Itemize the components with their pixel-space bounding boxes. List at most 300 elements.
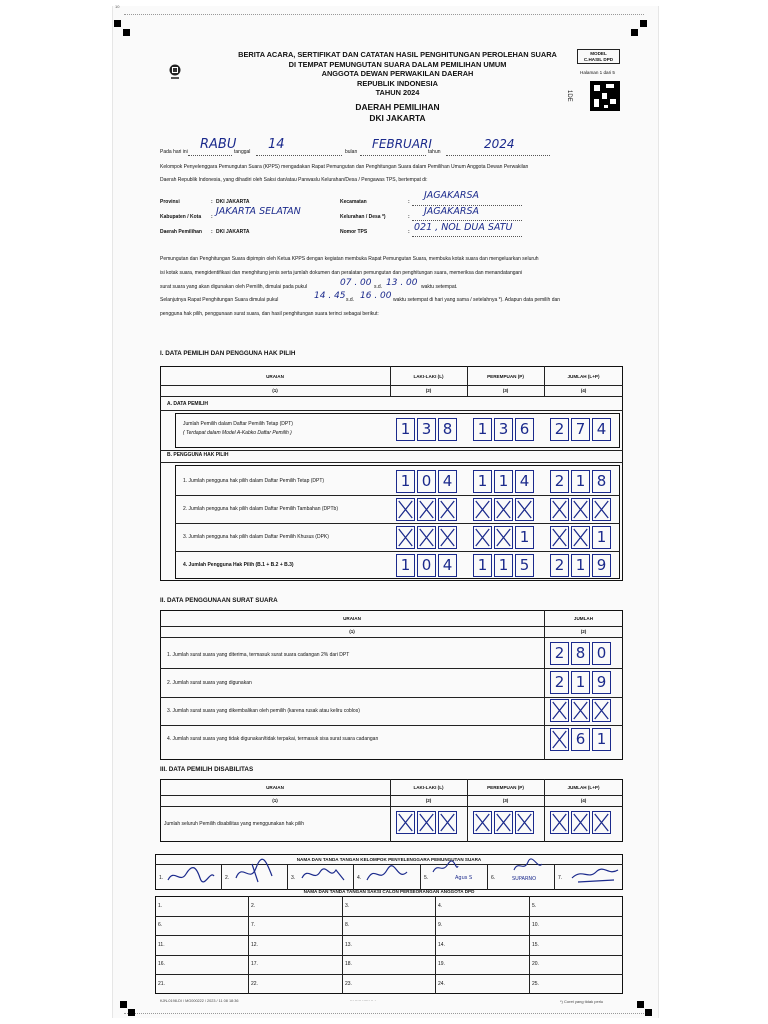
cross-mark-icon: [439, 499, 456, 520]
cross-mark-icon: [495, 499, 512, 520]
section3-title: III. DATA PEMILIH DISABILITAS: [160, 766, 254, 773]
cross-mark-icon: [551, 499, 568, 520]
saksi-number: 6.: [158, 922, 163, 928]
signature-icon: [363, 862, 413, 886]
crossed-out-cell: [550, 811, 569, 834]
month-label: bulan: [345, 149, 358, 155]
registration-mark: [637, 1001, 644, 1008]
digit-cell: 2: [550, 671, 569, 694]
crossed-out-cell: [494, 811, 513, 834]
value-cells: [550, 470, 611, 493]
registration-mark: [114, 20, 121, 27]
value-cells: [473, 554, 534, 577]
table-divider: [160, 410, 623, 411]
end-time: 13 . 00: [386, 278, 418, 288]
s1-header-num: (3): [502, 388, 509, 393]
crossed-out-cell: [592, 498, 611, 521]
process-line: isi kotak suara, mengidentifikasi dan menghitung jenis serta jumlah dokumen dan peralatan pemungutan dan penghitungan suara, memeriksa dan menandatangani: [160, 270, 523, 276]
provinsi-label: Provinsi: [160, 199, 180, 205]
kpps-title: NAMA DAN TANDA TANGAN KELOMPOK PENYELENGGARA PEMUNGUTAN SUARA: [296, 857, 482, 862]
digit-cell: 3: [417, 418, 436, 441]
saksi-number: 14.: [438, 942, 445, 948]
s3-header-num: (3): [502, 798, 509, 803]
table-divider: [160, 725, 623, 726]
start-time: 07 . 00: [340, 278, 372, 288]
kabupaten-colon: :: [211, 214, 213, 220]
header-title-line: DI TEMPAT PEMUNGUTAN SUARA DALAM PEMILIHAN UMUM: [288, 59, 507, 69]
crossed-out-cell: [473, 811, 492, 834]
s3-header: PEREMPUAN (P): [487, 785, 524, 790]
cross-mark-icon: [551, 700, 568, 721]
registration-mark: [645, 1009, 652, 1016]
digit-cell: 4: [592, 418, 611, 441]
value-cells: [473, 498, 534, 521]
crossed-out-cell: [494, 498, 513, 521]
crossed-out-cell: [571, 811, 590, 834]
s3-header: JUMLAH (L+P): [567, 785, 600, 790]
crossed-out-cell: [571, 699, 590, 722]
digit-cell: 1: [571, 470, 590, 493]
saksi-signature-table: [155, 896, 623, 994]
crossed-out-cell: [438, 526, 457, 549]
region-name: DKI JAKARTA: [369, 112, 426, 123]
dotted-line: [446, 155, 550, 156]
s2-header-num: (1): [349, 629, 355, 634]
table-divider: [487, 864, 488, 890]
digit-cell: 7: [571, 418, 590, 441]
digit-cell: 1: [515, 526, 534, 549]
saksi-number: 13.: [345, 942, 352, 948]
s2-header: JUMLAH: [573, 616, 594, 621]
table-divider: [160, 668, 623, 669]
kecamatan-value: JAGAKARSA: [424, 190, 480, 201]
s1-header-num: (1): [272, 388, 278, 393]
process-line: Selanjutnya Rapat Penghitungan Suara dimulai pukul: [160, 297, 279, 303]
table-divider: [160, 697, 623, 698]
crossed-out-cell: [417, 811, 436, 834]
value-cells: [473, 811, 534, 834]
value-cells: [396, 470, 457, 493]
saksi-number: 15.: [532, 942, 539, 948]
saksi-number: 22.: [251, 981, 258, 987]
s3-row-label: Jumlah seluruh Pemilih disabilitas yang menggunakan hak pilih: [164, 821, 305, 827]
table-divider: [221, 864, 222, 890]
table-divider: [160, 385, 623, 386]
daerah-value: DKI JAKARTA: [216, 229, 250, 235]
kpu-logo-icon: [168, 63, 182, 81]
footer-right: *) Coret yang tidak perlu: [560, 999, 604, 1004]
cross-mark-icon: [516, 499, 533, 520]
digit-cell: 1: [494, 554, 513, 577]
digit-cell: 1: [396, 554, 415, 577]
digit-cell: 2: [550, 554, 569, 577]
table-divider: [435, 896, 436, 994]
saksi-number: 8.: [345, 922, 350, 928]
row-b2-label: 2. Jumlah pengguna hak pilih dalam Daftar Pemilih Tambahan (DPTb): [183, 506, 338, 512]
value-cells: [473, 470, 534, 493]
cross-mark-icon: [495, 812, 512, 833]
s1-header: JUMLAH (L+P): [567, 374, 600, 379]
value-cells: [396, 418, 457, 441]
sd-label: s.d.: [346, 297, 355, 303]
process-line: surat suara yang akan digunakan oleh Pemilih, dimulai pada pukul: [160, 284, 308, 290]
registration-mark: [123, 29, 130, 36]
count-start-time: 14 . 45: [314, 291, 346, 301]
model-badge: [577, 49, 620, 64]
saksi-number: 10.: [532, 922, 539, 928]
row-b4-label: 4. Jumlah Pengguna Hak Pilih (B.1 + B.2 + B.3): [183, 562, 294, 568]
cross-mark-icon: [593, 700, 610, 721]
saksi-number: 20.: [532, 961, 539, 967]
cross-mark-icon: [593, 812, 610, 833]
kpps-number: 5.: [424, 875, 429, 881]
tps-value: 021 , NOL DUA SATU: [414, 222, 513, 233]
header-title-line: TAHUN 2024: [375, 88, 420, 97]
cross-mark-icon: [551, 527, 568, 548]
digit-cell: 1: [473, 554, 492, 577]
digit-cell: 1: [571, 554, 590, 577]
s2-row-label: 2. Jumlah surat suara yang digunakan: [167, 680, 252, 686]
registration-mark: [631, 29, 638, 36]
row-b3-label: 3. Jumlah pengguna hak pilih dalam Daftar Pemilih Khusus (DPK): [183, 534, 329, 540]
dotted-line: [360, 155, 426, 156]
saksi-number: 3.: [345, 903, 350, 909]
table-divider: [155, 974, 623, 975]
cross-mark-icon: [474, 527, 491, 548]
table-divider: [175, 495, 620, 496]
table-divider: [155, 916, 623, 917]
s2-row-label: 1. Jumlah surat suara yang diterima, termasuk surat suara cadangan 2% dari DPT: [167, 652, 350, 658]
digit-cell: 1: [473, 418, 492, 441]
value-cells: [396, 526, 457, 549]
digit-cell: 3: [494, 418, 513, 441]
value-cells: [550, 728, 611, 751]
cross-mark-icon: [397, 527, 414, 548]
sd-label: s.d.: [374, 284, 383, 290]
saksi-number: 16.: [158, 961, 165, 967]
cross-mark-icon: [572, 527, 589, 548]
crossed-out-cell: [438, 498, 457, 521]
kpps-name: Agus S: [455, 875, 473, 881]
s2-header-num: (2): [580, 629, 587, 634]
region-label: DAERAH PEMILIHAN: [355, 101, 440, 112]
crossed-out-cell: [473, 498, 492, 521]
cross-mark-icon: [572, 812, 589, 833]
s3-header-num: (4): [580, 798, 587, 803]
table-divider: [554, 864, 555, 890]
crossed-out-cell: [515, 811, 534, 834]
cross-mark-icon: [474, 499, 491, 520]
kpps-number: 7.: [558, 875, 563, 881]
dotted-line: [256, 155, 342, 156]
digit-cell: 1: [571, 671, 590, 694]
group-b-label: B. PENGGUNA HAK PILIH: [167, 452, 229, 458]
cross-mark-icon: [593, 499, 610, 520]
saksi-title: NAMA DAN TANDA TANGAN SAKSI CALON PERSEORANGAN ANGGOTA DPD: [303, 889, 475, 894]
digit-cell: 8: [571, 642, 590, 665]
digit-cell: 1: [592, 526, 611, 549]
date-value: 14: [268, 137, 285, 152]
signature-icon: [430, 860, 460, 876]
table-divider: [155, 955, 623, 956]
saksi-number: 19.: [438, 961, 445, 967]
bottom-dotted-border: [124, 1013, 644, 1014]
table-divider: [160, 795, 623, 796]
value-cells: [550, 642, 611, 665]
s1-header: LAKI-LAKI (L): [413, 374, 444, 379]
row-a-sublabel: ( Terdapat dalam Model A-Kabko Daftar Pemilih ): [183, 430, 292, 436]
footer-left: KJN-0198-DI / MG000222 / 2023 / 11 08 18:36: [160, 999, 239, 1003]
kelurahan-label: Kelurahan / Desa *): [340, 214, 386, 220]
table-divider: [342, 896, 343, 994]
s1-header: PEREMPUAN (P): [487, 374, 524, 379]
process-line-suffix: waktu setempat.: [421, 284, 458, 290]
daerah-colon: :: [211, 229, 213, 235]
intro-line: Kelompok Penyelenggara Pemungutan Suara (KPPS) mengadakan Rapat Pemungutan dan Penghitungan Suara dalam Pemilihan Umum Anggota Dewan Perwakilan: [160, 164, 529, 170]
crossed-out-cell: [396, 526, 415, 549]
count-end-time: 16 . 00: [360, 291, 392, 301]
crossed-out-cell: [396, 498, 415, 521]
digit-cell: 5: [515, 554, 534, 577]
section2-title: II. DATA PENGGUNAAN SURAT SUARA: [160, 597, 278, 604]
value-cells: [396, 498, 457, 521]
s2-header: URAIAN: [343, 616, 361, 621]
saksi-number: 9.: [438, 922, 443, 928]
cross-mark-icon: [572, 499, 589, 520]
table-divider: [175, 551, 620, 552]
crossed-out-cell: [550, 526, 569, 549]
cross-mark-icon: [551, 812, 568, 833]
saksi-number: 21.: [158, 981, 165, 987]
s3-header: LAKI-LAKI (L): [413, 785, 444, 790]
crossed-out-cell: [550, 498, 569, 521]
value-cells: [550, 699, 611, 722]
signature-icon: [232, 858, 282, 886]
cross-mark-icon: [418, 527, 435, 548]
signature-icon: [568, 862, 620, 886]
crossed-out-cell: [515, 498, 534, 521]
saksi-number: 2.: [251, 903, 256, 909]
crossed-out-cell: [571, 498, 590, 521]
saksi-number: 7.: [251, 922, 256, 928]
signature-icon: [508, 858, 548, 874]
daerah-label: Daerah Pemilihan: [160, 229, 202, 235]
saksi-number: 5.: [532, 903, 537, 909]
table-divider: [160, 626, 623, 627]
table-divider: [287, 864, 288, 890]
kpps-number: 6.: [491, 875, 496, 881]
crossed-out-cell: [592, 811, 611, 834]
crossed-out-cell: [571, 526, 590, 549]
year-value: 2024: [484, 137, 515, 151]
digit-cell: 4: [438, 554, 457, 577]
digit-cell: 4: [438, 470, 457, 493]
saksi-number: 11.: [158, 942, 165, 948]
saksi-number: 1.: [158, 903, 163, 909]
group-a-label: A. DATA PEMILIH: [167, 401, 209, 407]
kpps-number: 4.: [357, 875, 362, 881]
cross-mark-icon: [418, 812, 435, 833]
s1-header-num: (4): [580, 388, 587, 393]
kpps-number: 3.: [291, 875, 296, 881]
cross-mark-icon: [439, 527, 456, 548]
value-cells: [550, 418, 611, 441]
day-value: RABU: [200, 137, 237, 152]
cross-mark-icon: [439, 812, 456, 833]
table-divider: [160, 462, 623, 463]
digit-cell: 1: [396, 418, 415, 441]
model-line: C.HASIL DPD: [583, 56, 614, 62]
date-label: tanggal: [234, 149, 251, 155]
digit-cell: 0: [592, 642, 611, 665]
cross-mark-icon: [397, 812, 414, 833]
process-line-suffix: waktu setempat di hari yang sama / setelahnya *). Adapun data pemilih dan: [393, 297, 561, 303]
kabupaten-label: Kabupaten / Kota: [160, 214, 202, 220]
digit-cell: 8: [592, 470, 611, 493]
digit-cell: 1: [494, 470, 513, 493]
digit-cell: 2: [550, 470, 569, 493]
value-cells: [550, 526, 611, 549]
crossed-out-cell: [438, 811, 457, 834]
cross-mark-icon: [551, 729, 568, 750]
s2-row-label: 4. Jumlah surat suara yang tidak digunakan/tidak terpakai, termasuk sisa surat suara cadangan: [167, 736, 379, 742]
cross-mark-icon: [516, 812, 533, 833]
kpps-number: 2.: [225, 875, 230, 881]
digit-cell: 0: [417, 554, 436, 577]
kelurahan-colon: :: [408, 214, 410, 220]
signature-icon: [298, 862, 348, 886]
crossed-out-cell: [417, 526, 436, 549]
date-prefix: Pada hari ini: [160, 149, 188, 155]
table-divider: [353, 864, 354, 890]
digit-cell: 0: [417, 470, 436, 493]
provinsi-value: DKI JAKARTA: [216, 199, 250, 205]
saksi-number: 23.: [345, 981, 352, 987]
document-header: [200, 50, 595, 124]
saksi-number: 18.: [345, 961, 352, 967]
value-cells: [473, 526, 534, 549]
footer-center: ··· ····· ······ ·· ·: [350, 999, 376, 1003]
header-title-line: ANGGOTA DEWAN PERWAKILAN DAERAH: [321, 69, 474, 78]
process-line: pengguna hak pilih, penggunaan surat suara, dan hasil penghitungan suara terinci sebagai berikut:: [160, 311, 379, 317]
kpps-number: 1.: [159, 875, 164, 881]
signature-icon: [166, 862, 216, 888]
table-divider: [160, 396, 623, 397]
value-cells: [473, 418, 534, 441]
year-label: tahun: [428, 149, 441, 155]
crossed-out-cell: [550, 728, 569, 751]
dotted-line: [412, 220, 522, 221]
row-b1-label: 1. Jumlah pengguna hak pilih dalam Daftar Pemilih Tetap (DPT): [183, 478, 325, 484]
kabupaten-value: JAKARTA SELATAN: [216, 206, 301, 217]
table-divider: [155, 935, 623, 936]
saksi-number: 17.: [251, 961, 258, 967]
digit-cell: 6: [571, 728, 590, 751]
crossed-out-cell: [550, 699, 569, 722]
table-divider: [175, 523, 620, 524]
cross-mark-icon: [572, 700, 589, 721]
page-info: Halaman 1 dari 5: [580, 70, 615, 75]
section1-title: I. DATA PEMILIH DAN PENGGUNA HAK PILIH: [160, 350, 296, 357]
saksi-number: 12.: [251, 942, 258, 948]
model-line: MODEL: [590, 51, 607, 56]
s2-row-label: 3. Jumlah surat suara yang dikembalikan oleh pemilih (karena rusak atau keliru coblos): [167, 708, 360, 714]
provinsi-value-prefix: :: [211, 199, 213, 205]
tps-label: Nomor TPS: [340, 229, 368, 235]
intro-line: Daerah Republik Indonesia, yang dihadiri oleh Saksi dan/atau Panwaslu Kelurahan/Desa / Pengawas TPS, bertempat di:: [160, 177, 428, 183]
value-cells: [550, 671, 611, 694]
value-cells: [396, 554, 457, 577]
digit-cell: 1: [396, 470, 415, 493]
digit-cell: 8: [438, 418, 457, 441]
saksi-number: 4.: [438, 903, 443, 909]
s3-header-num: (2): [425, 798, 432, 803]
kelurahan-value: JAGAKARSA: [424, 206, 480, 217]
table-divider: [160, 637, 623, 638]
header-title-line: BERITA ACARA, SERTIFIKAT DAN CATATAN HASIL PENGHITUNGAN PEROLEHAN SUARA: [238, 50, 557, 59]
digit-cell: 2: [550, 418, 569, 441]
digit-cell: 6: [515, 418, 534, 441]
row-a-label: Jumlah Pemilih dalam Daftar Pemilih Tetap (DPT): [183, 421, 293, 427]
s1-header: URAIAN: [266, 374, 284, 379]
kecamatan-colon: :: [408, 199, 410, 205]
digit-cell: 1: [473, 470, 492, 493]
digit-cell: 9: [592, 671, 611, 694]
dotted-line: [188, 155, 232, 156]
digit-cell: 2: [550, 642, 569, 665]
digit-cell: 4: [515, 470, 534, 493]
table-divider: [248, 896, 249, 994]
table-divider: [160, 806, 623, 807]
table-divider: [529, 896, 530, 994]
table-divider: [160, 450, 623, 451]
dotted-line: [412, 236, 522, 237]
cross-mark-icon: [397, 499, 414, 520]
table-divider: [420, 864, 421, 890]
crossed-out-cell: [396, 811, 415, 834]
crossed-out-cell: [473, 526, 492, 549]
side-code: 1DE: [566, 90, 572, 102]
digit-cell: 9: [592, 554, 611, 577]
registration-mark: [128, 1009, 135, 1016]
header-title-line: REPUBLIK INDONESIA: [357, 78, 438, 88]
month-value: FEBRUARI: [372, 137, 432, 151]
kpps-name: SUPARNO: [512, 876, 537, 882]
crossed-out-cell: [417, 498, 436, 521]
corner-number: 10: [115, 4, 120, 9]
cross-mark-icon: [495, 527, 512, 548]
s3-header: URAIAN: [266, 785, 284, 790]
qr-code-icon: [590, 81, 620, 111]
saksi-number: 25.: [532, 981, 539, 987]
crossed-out-cell: [494, 526, 513, 549]
cross-mark-icon: [474, 812, 491, 833]
digit-cell: 1: [592, 728, 611, 751]
crossed-out-cell: [592, 699, 611, 722]
s1-header-num: (2): [425, 388, 432, 393]
value-cells: [550, 811, 611, 834]
top-dotted-border: [124, 14, 644, 15]
process-line: Pemungutan dan Penghitungan Suara dipimpin oleh Ketua KPPS dengan kegiatan membuka Rapat Pemungutan Suara, membuka kotak suara dan mengeluarkan seluruh: [160, 256, 539, 262]
kecamatan-label: Kecamatan: [340, 199, 367, 205]
cross-mark-icon: [418, 499, 435, 520]
saksi-number: 24.: [438, 981, 445, 987]
value-cells: [550, 554, 611, 577]
tps-colon: :: [408, 229, 410, 235]
registration-mark: [120, 1001, 127, 1008]
value-cells: [550, 498, 611, 521]
s3-header-num: (1): [272, 798, 278, 803]
